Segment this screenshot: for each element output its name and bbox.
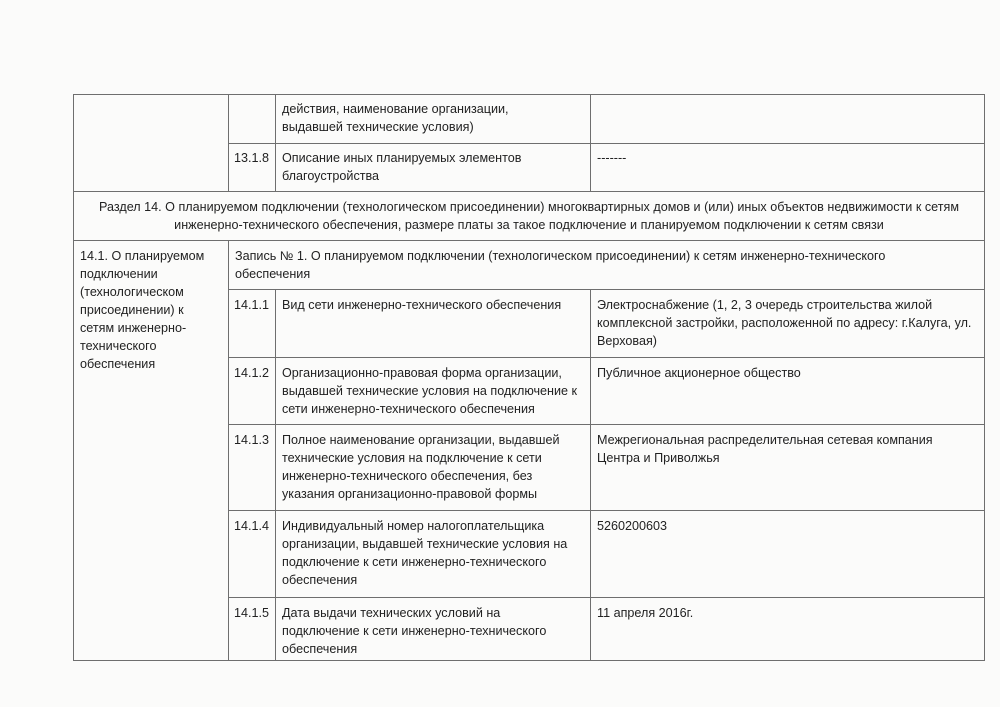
row-14-1-4-value: 5260200603 [597, 519, 668, 533]
row-divider [228, 597, 985, 598]
row-14-1-2-label: Организационно-правовая форма организации, выдавшей технические условия на подключение к сети инженерно-технического обеспечения [282, 366, 578, 416]
row-14-1-5-value: 11 апреля 2016г. [597, 606, 694, 620]
row-14-1-4-label: Индивидуальный номер налогоплательщика организации, выдавшей технические условия на подключение к сети инженерно-технического обеспечения [282, 519, 568, 587]
table-border-left [73, 94, 74, 661]
subsection-14-1-title: 14.1. О планируемом подключении (технологическом присоединении) к сетям инженерно-технического обеспечения [80, 249, 205, 371]
record-1-title: Запись № 1. О планируемом подключении (технологическом присоединении) к сетям инженерно-технического обеспечения [235, 249, 886, 281]
row-14-1-3-label: Полное наименование организации, выдавшей технические условия на подключение к сети инженерно-технического обеспечения, без указания организационно-правовой формы [282, 433, 560, 501]
row-14-1-1-label: Вид сети инженерно-технического обеспечения [282, 298, 562, 312]
col-divider [590, 94, 591, 191]
row-14-1-1-value: Электроснабжение (1, 2, 3 очередь строительства жилой комплексной застройки, расположенной по адресу: г.Калуга, ул. Верховая) [597, 298, 972, 348]
row-divider [73, 240, 985, 241]
row-14-1-3-value: Межрегиональная распределительная сетевая компания Центра и Приволжья [597, 433, 933, 465]
row-14-1-2-value: Публичное акционерное общество [597, 366, 801, 380]
row-14-1-5-number: 14.1.5 [234, 606, 270, 620]
table-border-bottom [73, 660, 985, 661]
table-border-right [984, 94, 985, 661]
row-13-continued-value [591, 96, 981, 100]
row-13-1-8-label: Описание иных планируемых элементов благоустройства [282, 151, 522, 183]
row-divider [228, 424, 985, 425]
row-divider [228, 289, 985, 290]
section-14-title: Раздел 14. О планируемом подключении (технологическом присоединении) многоквартирных домов и (или) иных объектов недвижимости к сетям инженерно-технического обеспечения, размере платы за такое подключение и планируемом подключении к сетям связи [99, 200, 959, 232]
row-13-1-8-number: 13.1.8 [234, 151, 270, 165]
row-14-1-5-label: Дата выдачи технических условий на подключение к сети инженерно-технического обеспечения [282, 606, 547, 656]
row-14-1-4-number: 14.1.4 [234, 519, 270, 533]
row-divider [228, 357, 985, 358]
row-14-1-2-number: 14.1.2 [234, 366, 270, 380]
row-14-1-3-number: 14.1.3 [234, 433, 270, 447]
row-divider [228, 510, 985, 511]
row-13-1-8-value: ------- [597, 151, 627, 165]
col-divider [228, 94, 229, 191]
row-divider [73, 191, 985, 192]
row-14-1-1-number: 14.1.1 [234, 298, 270, 312]
row-13-continued-label: действия, наименование организации, выдавшей технические условия) [282, 102, 509, 134]
